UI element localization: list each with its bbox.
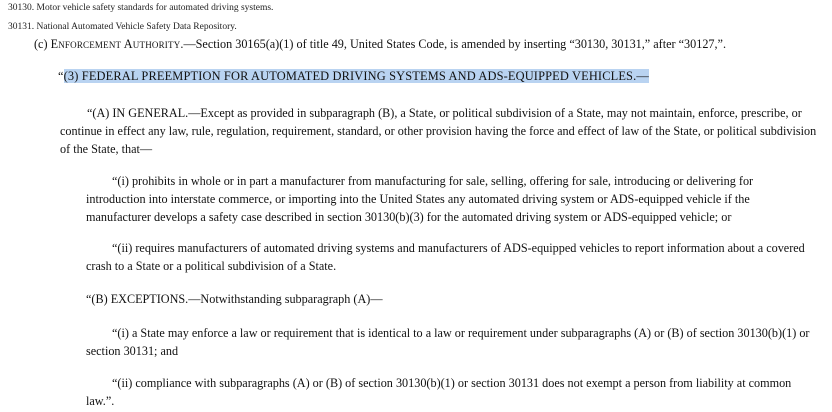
clause-b-i-text: “(i) a State may enforce a law or requirement that is identical to a law or requirement under subparagraphs (A) or (B) of section 30130(b)(1) or section 30131; and [86, 326, 810, 358]
section-3-open-quote: “ [58, 69, 64, 83]
subsection-c-text: .—Section 30165(a)(1) of title 49, United States Code, is amended by inserting “30130, 30131,” after “30127,”. [180, 37, 727, 51]
paragraph-a-text: Except as provided in subparagraph (B), a State, or political subdivision of a State, may not maintain, enforce, prescribe, or continue in effect any law, rule, regulation, requirement, standard, or other provision having the force and effect of law of the State, or political subdivision of the State, that— [60, 106, 817, 156]
clause-b-ii [86, 374, 808, 410]
section-3-heading[interactable] [58, 69, 649, 84]
paragraph-a [60, 104, 826, 158]
toc-entry-30130: 30130. Motor vehicle safety standards for automated driving systems. [8, 3, 274, 13]
clause-a-i [86, 172, 808, 226]
clause-a-i-text: “(i) prohibits in whole or in part a manufacturer from manufacturing for sale, selling, offering for sale, introducing or delivering for introduction into interstate commerce, or importing into the United States any automated driving system or ADS-equipped vehicle if the manufacturer develops a safety case described in section 30130(b)(3) for the automated driving system or ADS-equipped vehicle; or [86, 174, 754, 224]
paragraph-b-text: Notwithstanding subparagraph (A)— [200, 292, 383, 306]
clause-b-i [86, 324, 826, 360]
selected-heading-text[interactable]: (3) FEDERAL PREEMPTION FOR AUTOMATED DRIVING SYSTEMS AND ADS-EQUIPPED VEHICLES.— [63, 69, 649, 83]
clause-b-ii-text: “(ii) compliance with subparagraphs (A) or (B) of section 30130(b)(1) or section 30131 does not exempt a person from liability at common law.”. [86, 376, 792, 408]
subsection-c-label: (c) [34, 37, 51, 51]
toc-entry-30131: 30131. National Automated Vehicle Safety Data Repository. [8, 22, 237, 32]
clause-a-ii [86, 239, 808, 275]
subsection-c [34, 37, 726, 52]
paragraph-a-lead: “(A) IN GENERAL.— [87, 106, 201, 120]
subsection-c-heading: Enforcement Authority [50, 37, 181, 51]
clause-a-ii-text: “(ii) requires manufacturers of automated driving systems and manufacturers of ADS-equipped vehicles to report information about a covered crash to a State or a political subdivision of a State. [86, 241, 805, 273]
paragraph-b-lead: “(B) EXCEPTIONS.— [86, 292, 201, 306]
paragraph-b [86, 292, 383, 307]
